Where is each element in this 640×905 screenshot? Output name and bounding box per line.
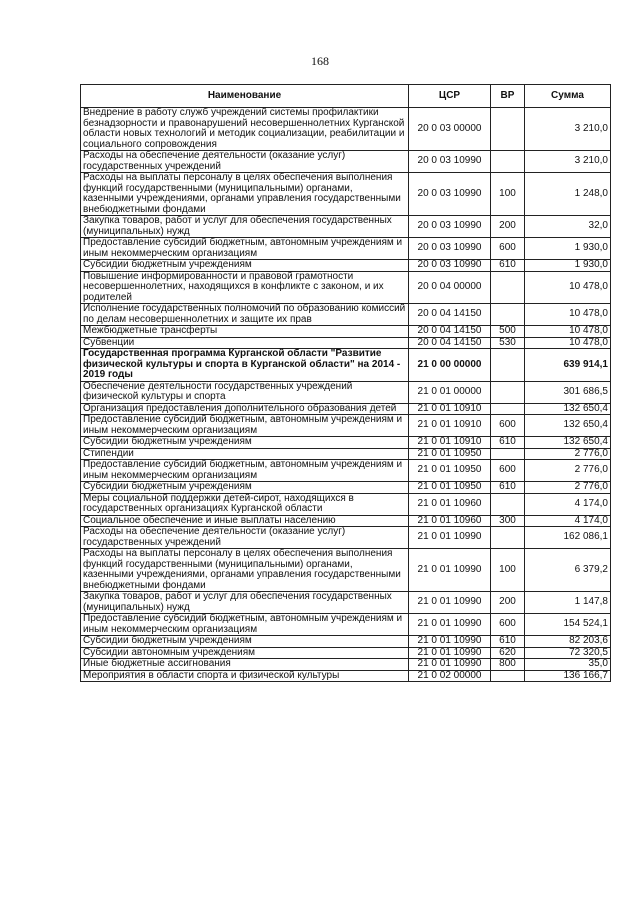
table-row [81, 659, 611, 671]
row-sum: 639 914,1 [525, 349, 611, 382]
row-name: Межбюджетные трансферты [81, 326, 409, 338]
row-vr: 200 [491, 592, 525, 614]
row-vr: 620 [491, 647, 525, 659]
row-name: Повышение информированности и правовой грамотности несовершеннолетних, находящихся в конфликте с законом, и их родителей [81, 271, 409, 304]
row-sum: 72 320,5 [525, 647, 611, 659]
table-row [81, 415, 611, 437]
row-vr [491, 381, 525, 403]
row-vr: 610 [491, 437, 525, 449]
row-code: 21 0 01 10990 [409, 527, 491, 549]
row-code: 21 0 01 10950 [409, 460, 491, 482]
row-sum: 3 210,0 [525, 108, 611, 151]
row-vr: 600 [491, 614, 525, 636]
row-sum: 2 776,0 [525, 482, 611, 494]
row-code: 20 0 03 10990 [409, 260, 491, 272]
table-row [81, 515, 611, 527]
row-sum: 154 524,1 [525, 614, 611, 636]
row-code: 21 0 01 10910 [409, 415, 491, 437]
header-sum: Сумма [525, 85, 611, 108]
row-sum: 136 166,7 [525, 670, 611, 682]
page-number: 168 [311, 54, 329, 68]
row-code: 20 0 03 10990 [409, 238, 491, 260]
table-row [81, 549, 611, 592]
row-name: Исполнение государственных полномочий по образованию комиссий по делам несовершеннолетних и защите их прав [81, 304, 409, 326]
table-row [81, 326, 611, 338]
table-row [81, 460, 611, 482]
row-sum: 32,0 [525, 216, 611, 238]
table-row [81, 482, 611, 494]
row-vr [491, 271, 525, 304]
row-code: 20 0 03 10990 [409, 173, 491, 216]
row-vr: 800 [491, 659, 525, 671]
row-sum: 10 478,0 [525, 304, 611, 326]
table-row [81, 636, 611, 648]
row-vr [491, 527, 525, 549]
row-sum: 10 478,0 [525, 326, 611, 338]
row-vr: 100 [491, 173, 525, 216]
row-name: Внедрение в работу служб учреждений системы профилактики безнадзорности и правонарушений несовершеннолетних Курганской области новых технологий и методик социализации, реабилитации и социального сопровождения [81, 108, 409, 151]
table-row [81, 592, 611, 614]
row-sum: 162 086,1 [525, 527, 611, 549]
row-sum: 1 930,0 [525, 238, 611, 260]
header-vr: ВР [491, 85, 525, 108]
row-name: Расходы на обеспечение деятельности (оказание услуг) государственных учреждений [81, 527, 409, 549]
row-vr: 610 [491, 482, 525, 494]
row-name: Расходы на выплаты персоналу в целях обеспечения выполнения функций государственными (муниципальными) органами, казенными учреждениями, органами управления государственными внебюджетными фондами [81, 173, 409, 216]
row-name: Организация предоставления дополнительного образования детей [81, 403, 409, 415]
row-code: 20 0 03 00000 [409, 108, 491, 151]
row-name: Расходы на выплаты персоналу в целях обеспечения выполнения функций государственными (муниципальными) органами, казенными учреждениями, органами управления государственными внебюджетными фондами [81, 549, 409, 592]
row-vr: 300 [491, 515, 525, 527]
table-row [81, 304, 611, 326]
row-name: Государственная программа Курганской области "Развитие физической культуры и спорта в Курганской области" на 2014 - 2019 годы [81, 349, 409, 382]
header-code: ЦСР [409, 85, 491, 108]
row-code: 21 0 01 10990 [409, 647, 491, 659]
row-code: 21 0 01 00000 [409, 381, 491, 403]
row-code: 20 0 03 10990 [409, 151, 491, 173]
table-body [81, 108, 611, 682]
row-code: 21 0 00 00000 [409, 349, 491, 382]
row-code: 20 0 04 14150 [409, 337, 491, 349]
row-sum: 4 174,0 [525, 515, 611, 527]
row-sum: 10 478,0 [525, 337, 611, 349]
row-vr [491, 349, 525, 382]
table-row [81, 337, 611, 349]
row-vr: 610 [491, 636, 525, 648]
header-name: Наименование [81, 85, 409, 108]
row-vr: 200 [491, 216, 525, 238]
table-row [81, 437, 611, 449]
table-row [81, 493, 611, 515]
table-row [81, 527, 611, 549]
row-code: 20 0 04 14150 [409, 326, 491, 338]
row-code: 21 0 01 10950 [409, 448, 491, 460]
row-name: Закупка товаров, работ и услуг для обеспечения государственных (муниципальных) нужд [81, 216, 409, 238]
row-vr: 100 [491, 549, 525, 592]
row-vr: 610 [491, 260, 525, 272]
row-sum: 2 776,0 [525, 448, 611, 460]
row-name: Субсидии бюджетным учреждениям [81, 482, 409, 494]
table-row [81, 151, 611, 173]
table-row [81, 403, 611, 415]
row-code: 21 0 01 10960 [409, 493, 491, 515]
row-code: 21 0 01 10990 [409, 614, 491, 636]
table-row [81, 381, 611, 403]
row-vr [491, 151, 525, 173]
row-sum: 1 248,0 [525, 173, 611, 216]
row-sum: 4 174,0 [525, 493, 611, 515]
row-sum: 6 379,2 [525, 549, 611, 592]
row-name: Предоставление субсидий бюджетным, автономным учреждениям и иным некоммерческим организациям [81, 238, 409, 260]
row-code: 21 0 01 10990 [409, 636, 491, 648]
row-name: Мероприятия в области спорта и физической культуры [81, 670, 409, 682]
row-name: Расходы на обеспечение деятельности (оказание услуг) государственных учреждений [81, 151, 409, 173]
row-name: Субсидии бюджетным учреждениям [81, 636, 409, 648]
row-name: Предоставление субсидий бюджетным, автономным учреждениям и иным некоммерческим организациям [81, 415, 409, 437]
table-row [81, 260, 611, 272]
row-vr: 500 [491, 326, 525, 338]
row-code: 21 0 02 00000 [409, 670, 491, 682]
row-vr: 600 [491, 460, 525, 482]
row-sum: 1 930,0 [525, 260, 611, 272]
row-name: Обеспечение деятельности государственных учреждений физической культуры и спорта [81, 381, 409, 403]
row-code: 21 0 01 10960 [409, 515, 491, 527]
row-vr [491, 304, 525, 326]
table-row [81, 271, 611, 304]
table-row [81, 173, 611, 216]
table-row [81, 216, 611, 238]
row-name: Меры социальной поддержки детей-сирот, находящихся в государственных организациях Курганской области [81, 493, 409, 515]
row-sum: 132 650,4 [525, 403, 611, 415]
row-vr [491, 493, 525, 515]
table-row [81, 614, 611, 636]
row-name: Предоставление субсидий бюджетным, автономным учреждениям и иным некоммерческим организациям [81, 614, 409, 636]
row-sum: 132 650,4 [525, 437, 611, 449]
row-vr: 600 [491, 238, 525, 260]
row-code: 21 0 01 10990 [409, 659, 491, 671]
row-sum: 3 210,0 [525, 151, 611, 173]
row-vr [491, 108, 525, 151]
row-name: Социальное обеспечение и иные выплаты населению [81, 515, 409, 527]
budget-table [80, 84, 611, 682]
table-row [81, 448, 611, 460]
row-name: Стипендии [81, 448, 409, 460]
row-name: Субсидии автономным учреждениям [81, 647, 409, 659]
table-row [81, 647, 611, 659]
row-name: Субсидии бюджетным учреждениям [81, 437, 409, 449]
row-sum: 2 776,0 [525, 460, 611, 482]
row-vr: 530 [491, 337, 525, 349]
row-code: 20 0 03 10990 [409, 216, 491, 238]
row-name: Субвенции [81, 337, 409, 349]
row-sum: 35,0 [525, 659, 611, 671]
row-name: Субсидии бюджетным учреждениям [81, 260, 409, 272]
row-name: Предоставление субсидий бюджетным, автономным учреждениям и иным некоммерческим организациям [81, 460, 409, 482]
row-sum: 132 650,4 [525, 415, 611, 437]
row-sum: 10 478,0 [525, 271, 611, 304]
row-vr [491, 448, 525, 460]
row-sum: 301 686,5 [525, 381, 611, 403]
row-code: 21 0 01 10910 [409, 403, 491, 415]
table-row [81, 349, 611, 382]
table-row [81, 670, 611, 682]
row-code: 20 0 04 00000 [409, 271, 491, 304]
row-vr: 600 [491, 415, 525, 437]
row-code: 20 0 04 14150 [409, 304, 491, 326]
table-header-row [81, 85, 611, 108]
row-sum: 82 203,6 [525, 636, 611, 648]
row-code: 21 0 01 10910 [409, 437, 491, 449]
table-row [81, 108, 611, 151]
row-code: 21 0 01 10990 [409, 592, 491, 614]
row-vr [491, 403, 525, 415]
row-code: 21 0 01 10950 [409, 482, 491, 494]
table-row [81, 238, 611, 260]
row-vr [491, 670, 525, 682]
row-code: 21 0 01 10990 [409, 549, 491, 592]
row-sum: 1 147,8 [525, 592, 611, 614]
row-name: Иные бюджетные ассигнования [81, 659, 409, 671]
row-name: Закупка товаров, работ и услуг для обеспечения государственных (муниципальных) нужд [81, 592, 409, 614]
